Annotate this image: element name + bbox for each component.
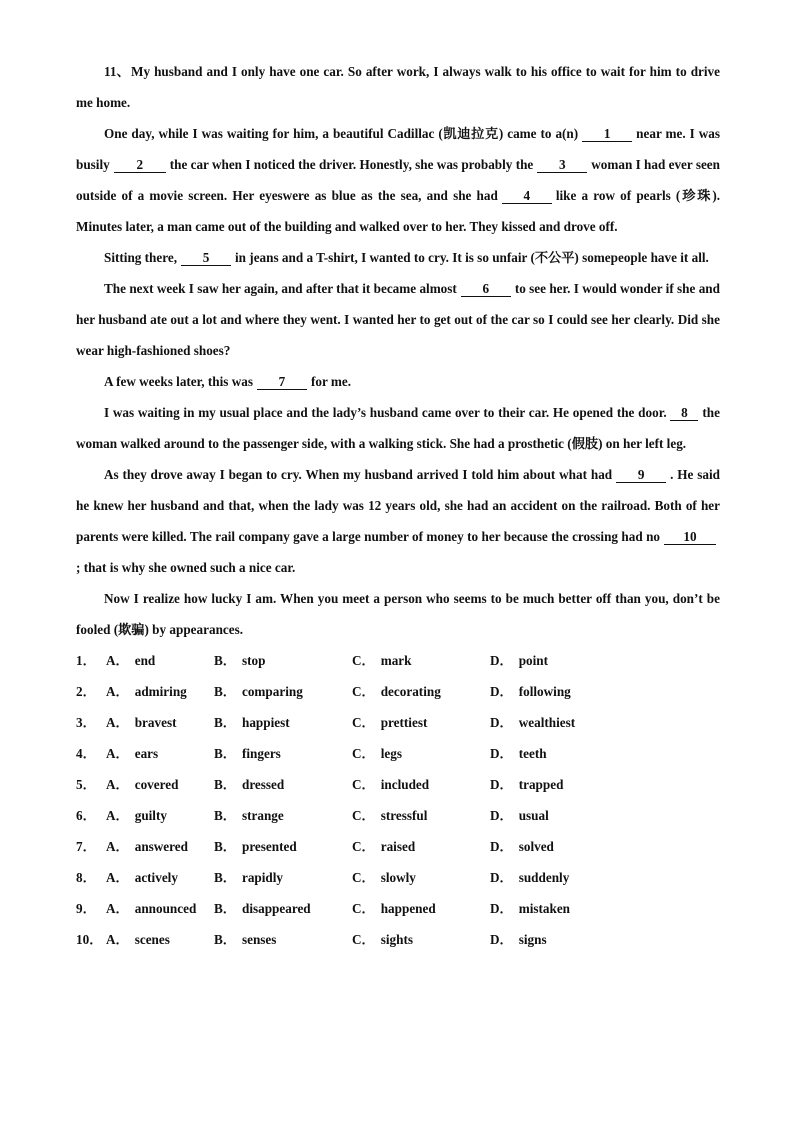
option-letter: D． <box>490 715 513 730</box>
blank-9: 9 <box>616 467 666 483</box>
option-d[interactable] <box>490 862 628 893</box>
option-letter: D． <box>490 808 513 823</box>
option-row <box>76 707 720 738</box>
paragraph-1 <box>76 118 720 242</box>
paragraph-text: The next week I saw her again, and after that it became almost <box>104 281 457 296</box>
option-b[interactable] <box>214 924 352 955</box>
option-letter: A． <box>106 870 129 885</box>
blank-2: 2 <box>114 157 166 173</box>
option-letter: B． <box>214 746 236 761</box>
option-text: point <box>518 653 549 668</box>
option-text: guilty <box>134 808 167 823</box>
option-text: bravest <box>134 715 177 730</box>
option-letter: B． <box>214 808 236 823</box>
option-a[interactable] <box>106 831 214 862</box>
option-text: mistaken <box>518 901 571 916</box>
option-letter: A． <box>106 901 129 916</box>
option-b[interactable] <box>214 893 352 924</box>
cloze-passage <box>76 56 720 955</box>
option-text: following <box>518 684 571 699</box>
option-text: ears <box>134 746 159 761</box>
option-text: solved <box>518 839 554 854</box>
option-letter: D． <box>490 684 513 699</box>
blank-3: 3 <box>537 157 587 173</box>
option-row <box>76 769 720 800</box>
paragraph-text: I was waiting in my usual place and the lady’s husband came over to their car. He opened the door. <box>104 405 667 420</box>
option-text: happened <box>380 901 436 916</box>
paragraph-text: in jeans and a T-shirt, I wanted to cry. It is so unfair (不公平) somepeople have it all. <box>235 250 709 265</box>
option-b[interactable] <box>214 707 352 738</box>
option-text: admiring <box>134 684 187 699</box>
option-c[interactable] <box>352 800 490 831</box>
option-text: fingers <box>241 746 281 761</box>
option-letter: C． <box>352 808 375 823</box>
option-c[interactable] <box>352 924 490 955</box>
option-letter: A． <box>106 777 129 792</box>
option-a[interactable] <box>106 893 214 924</box>
option-text: answered <box>134 839 188 854</box>
option-text: senses <box>241 932 277 947</box>
paragraph-text: Now I realize how lucky I am. When you meet a person who seems to be much better off than you, don’t be fooled (欺骗) by appearances. <box>76 591 720 637</box>
option-letter: C． <box>352 839 375 854</box>
option-letter: D． <box>490 932 513 947</box>
option-letter: C． <box>352 746 375 761</box>
option-text: actively <box>134 870 178 885</box>
option-letter: B． <box>214 684 236 699</box>
option-d[interactable] <box>490 738 628 769</box>
paragraph-text: As they drove away I began to cry. When my husband arrived I told him about what had <box>104 467 613 482</box>
option-d[interactable] <box>490 676 628 707</box>
option-letter: B． <box>214 870 236 885</box>
option-letter: D． <box>490 777 513 792</box>
option-letter: A． <box>106 684 129 699</box>
option-row <box>76 800 720 831</box>
option-letter: B． <box>214 901 236 916</box>
option-letter: C． <box>352 715 375 730</box>
option-text: comparing <box>241 684 303 699</box>
paragraph-2 <box>76 242 720 273</box>
blank-5: 5 <box>181 250 231 266</box>
option-c[interactable] <box>352 738 490 769</box>
option-row <box>76 645 720 676</box>
option-number: 6． <box>76 808 96 823</box>
option-row <box>76 893 720 924</box>
option-text: decorating <box>380 684 441 699</box>
option-row <box>76 924 720 955</box>
option-letter: D． <box>490 746 513 761</box>
option-letter: A． <box>106 808 129 823</box>
option-letter: B． <box>214 932 236 947</box>
option-a[interactable] <box>106 645 214 676</box>
option-text: legs <box>380 746 402 761</box>
option-text: strange <box>241 808 284 823</box>
paragraph-text: My husband and I only have one car. So after work, I always walk to his office to wait for him to drive me home. <box>76 64 720 110</box>
paragraph-text: like a row of pearls (珍珠). Minutes later, a man came out of the building and walked over to her. They kissed and drove off. <box>76 188 721 234</box>
option-text: teeth <box>518 746 547 761</box>
option-d[interactable] <box>490 769 628 800</box>
option-text: suddenly <box>518 870 570 885</box>
paragraph-text: the woman walked around to the passenger side, with a walking stick. She had a prosthetic (假肢) on her left leg. <box>76 405 720 451</box>
paragraph-text: woman I had ever seen outside of a movie screen. Her eyeswere as blue as the sea, and she had <box>76 157 720 203</box>
option-text: announced <box>134 901 197 916</box>
paragraph-text: A few weeks later, this was <box>104 374 253 389</box>
option-c[interactable] <box>352 645 490 676</box>
paragraph-5 <box>76 397 720 459</box>
option-letter: D． <box>490 901 513 916</box>
blank-6: 6 <box>461 281 511 297</box>
option-number: 2． <box>76 684 96 699</box>
option-text: mark <box>380 653 412 668</box>
option-text: disappeared <box>241 901 311 916</box>
option-text: sights <box>380 932 413 947</box>
option-letter: B． <box>214 653 236 668</box>
paragraph-6 <box>76 459 720 583</box>
paragraph-text: to see her. I would wonder if she and her husband ate out a lot and where they went. I wanted her to get out of the car so I could see her clearly. Did she wear high-fashioned shoes? <box>76 281 720 358</box>
option-text: end <box>134 653 156 668</box>
option-text: included <box>380 777 430 792</box>
option-text: slowly <box>380 870 416 885</box>
option-text: covered <box>134 777 179 792</box>
option-letter: B． <box>214 777 236 792</box>
option-letter: D． <box>490 839 513 854</box>
option-letter: D． <box>490 870 513 885</box>
blank-7: 7 <box>257 374 307 390</box>
option-number: 7． <box>76 839 96 854</box>
option-a[interactable] <box>106 676 214 707</box>
answer-options <box>76 645 720 955</box>
blank-10: 10 <box>664 529 716 545</box>
blank-4: 4 <box>502 188 552 204</box>
option-letter: A． <box>106 746 129 761</box>
option-d[interactable] <box>490 893 628 924</box>
option-letter: C． <box>352 901 375 916</box>
option-row <box>76 831 720 862</box>
option-letter: C． <box>352 870 375 885</box>
option-d[interactable] <box>490 800 628 831</box>
option-c[interactable] <box>352 862 490 893</box>
paragraph-text: Sitting there, <box>104 250 178 265</box>
option-a[interactable] <box>106 707 214 738</box>
option-a[interactable] <box>106 924 214 955</box>
option-number: 5． <box>76 777 96 792</box>
option-d[interactable] <box>490 707 628 738</box>
option-row <box>76 676 720 707</box>
option-c[interactable] <box>352 676 490 707</box>
option-a[interactable] <box>106 862 214 893</box>
option-letter: C． <box>352 653 375 668</box>
paragraph-text: the car when I noticed the driver. Honestly, she was probably the <box>169 157 534 172</box>
option-b[interactable] <box>214 676 352 707</box>
option-letter: B． <box>214 839 236 854</box>
option-letter: B． <box>214 715 236 730</box>
option-d[interactable] <box>490 831 628 862</box>
option-text: dressed <box>241 777 285 792</box>
option-text: rapidly <box>241 870 284 885</box>
question-number: 11、 <box>104 64 130 79</box>
option-text: stressful <box>380 808 428 823</box>
paragraph-text: . He said he knew her husband and that, when the lady was 12 years old, she had an accident on the railroad. Both of her parents were killed. The rail company gave a large number of money to her because the crossing had no <box>76 467 720 544</box>
option-d[interactable] <box>490 924 628 955</box>
paragraph-3 <box>76 273 720 366</box>
paragraph-intro <box>76 56 720 118</box>
option-text: wealthiest <box>518 715 576 730</box>
option-number: 4． <box>76 746 96 761</box>
option-letter: C． <box>352 684 375 699</box>
option-letter: A． <box>106 839 129 854</box>
option-b[interactable] <box>214 738 352 769</box>
paragraph-text: for me. <box>310 374 352 389</box>
option-row <box>76 862 720 893</box>
option-c[interactable] <box>352 707 490 738</box>
option-letter: A． <box>106 932 129 947</box>
option-b[interactable] <box>214 800 352 831</box>
option-b[interactable] <box>214 831 352 862</box>
option-letter: A． <box>106 653 129 668</box>
option-number: 8． <box>76 870 96 885</box>
option-c[interactable] <box>352 769 490 800</box>
paragraph-7 <box>76 583 720 645</box>
option-a[interactable] <box>106 738 214 769</box>
paragraph-text: One day, while I was waiting for him, a beautiful Cadillac (凯迪拉克) came to a(n) <box>104 126 579 141</box>
option-c[interactable] <box>352 893 490 924</box>
option-text: usual <box>518 808 549 823</box>
option-b[interactable] <box>214 862 352 893</box>
paragraph-4 <box>76 366 720 397</box>
option-c[interactable] <box>352 831 490 862</box>
option-b[interactable] <box>214 769 352 800</box>
option-letter: A． <box>106 715 129 730</box>
option-text: prettiest <box>380 715 428 730</box>
option-b[interactable] <box>214 645 352 676</box>
option-number: 10． <box>76 932 103 947</box>
paragraph-text: near me. I was busily <box>76 126 720 172</box>
option-a[interactable] <box>106 769 214 800</box>
option-row <box>76 738 720 769</box>
option-text: stop <box>241 653 266 668</box>
option-text: signs <box>518 932 547 947</box>
blank-8: 8 <box>670 405 698 421</box>
option-number: 3． <box>76 715 96 730</box>
option-a[interactable] <box>106 800 214 831</box>
blank-1: 1 <box>582 126 632 142</box>
paragraph-text: ; that is why she owned such a nice car. <box>76 560 296 575</box>
option-text: happiest <box>241 715 290 730</box>
option-number: 9． <box>76 901 96 916</box>
option-letter: C． <box>352 777 375 792</box>
option-text: scenes <box>134 932 170 947</box>
option-letter: D． <box>490 653 513 668</box>
option-d[interactable] <box>490 645 628 676</box>
option-letter: C． <box>352 932 375 947</box>
option-text: raised <box>380 839 416 854</box>
option-text: trapped <box>518 777 564 792</box>
option-number: 1． <box>76 653 96 668</box>
option-text: presented <box>241 839 297 854</box>
